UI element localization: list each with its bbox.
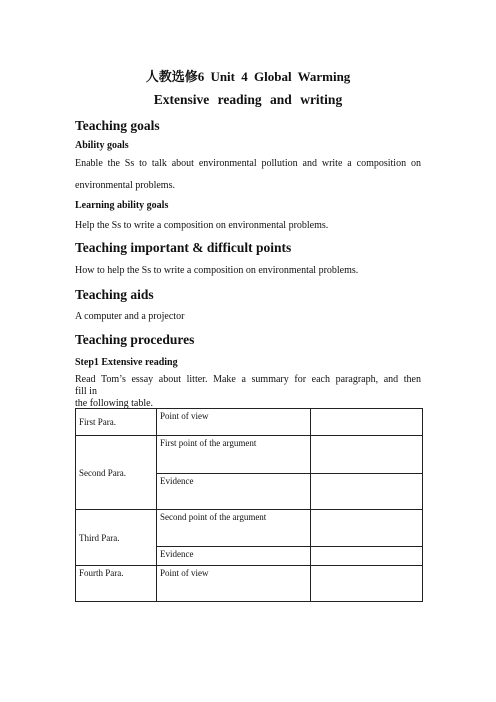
table-cell-item: Evidence	[157, 474, 311, 510]
step1-text-line1: Read Tom’s essay about litter. Make a summary for each paragraph, and then	[75, 374, 421, 385]
step1-text-line3: the following table.	[75, 398, 154, 409]
heading-teaching-goals: Teaching goals	[75, 118, 160, 133]
table-cell-item: Second point of the argument	[157, 510, 311, 547]
table-row	[76, 566, 423, 602]
document-subtitle: Extensive reading and writing	[153, 92, 343, 107]
table-cell-item: Evidence	[157, 547, 311, 566]
table-cell-para: Second Para.	[76, 436, 157, 510]
table-cell-answer[interactable]	[311, 566, 423, 602]
teaching-points-text: How to help the Ss to write a composition on environmental problems.	[75, 265, 359, 276]
heading-teaching-aids: Teaching aids	[75, 287, 154, 302]
table-row	[76, 510, 423, 547]
table-cell-item: Point of view	[157, 566, 311, 602]
document-title: 人教选修6 Unit 4 Global Warming	[145, 69, 351, 84]
table-cell-answer[interactable]	[311, 510, 423, 547]
teaching-aids-text: A computer and a projector	[75, 311, 185, 322]
ability-goals-text-line2: environmental problems.	[75, 180, 175, 191]
table-cell-para: First Para.	[76, 409, 157, 436]
summary-table	[75, 408, 423, 602]
subheading-step1: Step1 Extensive reading	[75, 357, 178, 368]
ability-goals-text-line1: Enable the Ss to talk about environmental pollution and write a composition on	[75, 158, 421, 169]
subheading-learning-ability-goals: Learning ability goals	[75, 200, 169, 211]
table-cell-item: First point of the argument	[157, 436, 311, 474]
table-cell-answer[interactable]	[311, 409, 423, 436]
table-cell-answer[interactable]	[311, 436, 423, 474]
table-row	[76, 409, 423, 436]
table-row	[76, 436, 423, 474]
table-cell-answer[interactable]	[311, 474, 423, 510]
table-cell-item: Point of view	[157, 409, 311, 436]
table-cell-para: Third Para.	[76, 510, 157, 566]
learning-ability-goals-text: Help the Ss to write a composition on environmental problems.	[75, 220, 329, 231]
table-cell-answer[interactable]	[311, 547, 423, 566]
subheading-ability-goals: Ability goals	[75, 140, 129, 151]
heading-teaching-procedures: Teaching procedures	[75, 332, 195, 347]
heading-teaching-points: Teaching important & difficult points	[75, 240, 292, 255]
step1-text-line2: fill in	[75, 386, 97, 397]
table-cell-para: Fourth Para.	[76, 566, 157, 602]
